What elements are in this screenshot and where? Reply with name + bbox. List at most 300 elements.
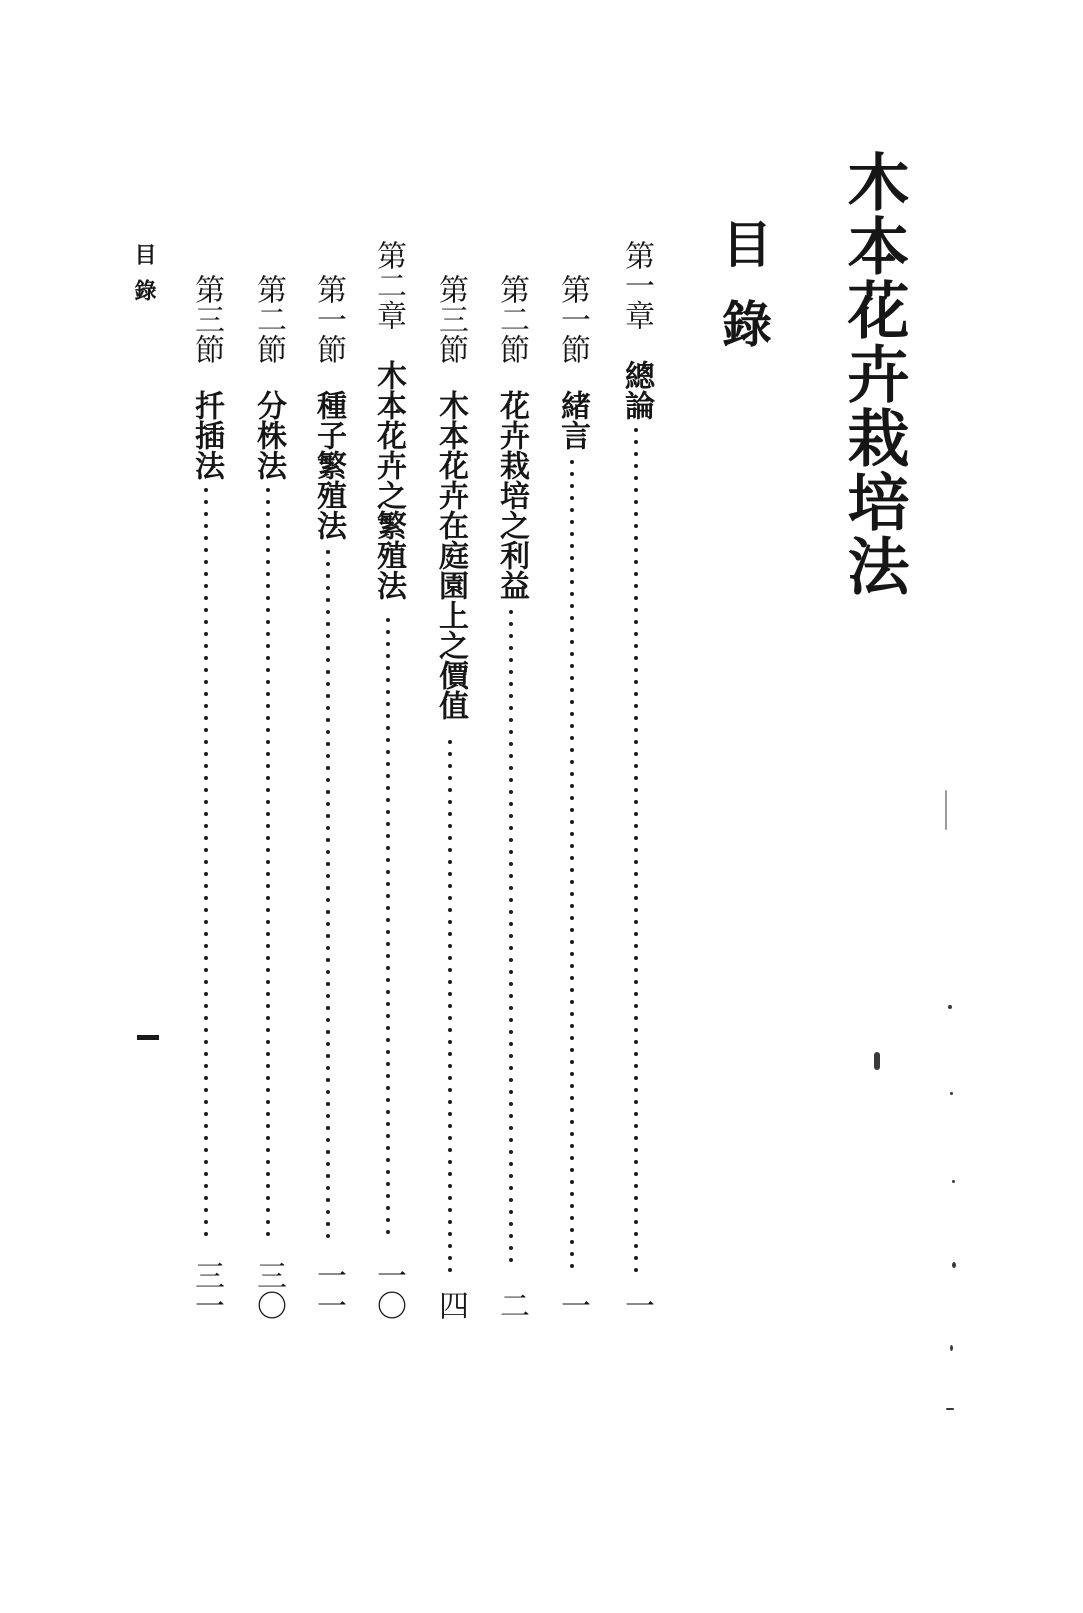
leader-dots (203, 488, 209, 1252)
leader-dot (634, 740, 638, 744)
leader-dot (570, 880, 574, 884)
folio-page-number (137, 1035, 159, 1040)
leader-dot (326, 1186, 330, 1190)
leader-dot (204, 1208, 208, 1212)
leader-dot (570, 652, 574, 656)
leader-dot (266, 692, 270, 696)
leader-dot (570, 568, 574, 572)
leader-dot (570, 616, 574, 620)
leader-dot (634, 1184, 638, 1188)
leader-dot (509, 670, 513, 674)
leader-dot (266, 560, 270, 564)
leader-dot (326, 958, 330, 962)
entry-label: 第一節 (311, 274, 346, 364)
leader-dot (509, 1258, 513, 1262)
leader-dot (386, 882, 390, 886)
leader-dot (204, 956, 208, 960)
leader-dot (570, 1108, 574, 1112)
leader-dot (634, 1256, 638, 1260)
leader-dot (326, 1234, 330, 1238)
leader-dot (326, 874, 330, 878)
leader-dot (386, 894, 390, 898)
leader-dot (386, 1062, 390, 1066)
leader-dot (386, 1122, 390, 1126)
leader-dot (266, 764, 270, 768)
leader-dot (634, 608, 638, 612)
leader-dot (634, 1076, 638, 1080)
leader-dot (386, 1194, 390, 1198)
leader-dot (204, 776, 208, 780)
leader-dot (266, 1160, 270, 1164)
leader-dot (326, 838, 330, 842)
leader-dot (204, 752, 208, 756)
leader-dot (634, 908, 638, 912)
leader-dot (204, 1040, 208, 1044)
leader-dot (634, 1052, 638, 1056)
leader-dot (634, 548, 638, 552)
leader-dot (266, 536, 270, 540)
leader-dot (634, 1028, 638, 1032)
leader-dot (204, 908, 208, 912)
leader-dot (570, 1084, 574, 1088)
toc-entry-section-2-1 (310, 240, 346, 1320)
leader-dot (509, 1030, 513, 1034)
leader-dot (204, 788, 208, 792)
leader-dot (326, 934, 330, 938)
leader-dot (634, 428, 638, 432)
leader-dot (634, 872, 638, 876)
leader-dot (570, 1048, 574, 1052)
leader-dot (266, 884, 270, 888)
leader-dot (570, 700, 574, 704)
leader-dot (448, 1112, 452, 1116)
leader-dot (386, 798, 390, 802)
leader-dot (204, 980, 208, 984)
leader-dot (448, 740, 452, 744)
leader-dot (570, 1240, 574, 1244)
leader-dots (569, 460, 575, 1280)
leader-dot (204, 848, 208, 852)
leader-dot (326, 994, 330, 998)
leader-dot (266, 1028, 270, 1032)
leader-dot (326, 778, 330, 782)
leader-dot (266, 1004, 270, 1008)
leader-dot (204, 656, 208, 660)
leader-dot (509, 934, 513, 938)
leader-dot (204, 920, 208, 924)
leader-dot (266, 800, 270, 804)
leader-dot (634, 1088, 638, 1092)
leader-dot (326, 550, 330, 554)
leader-dot (386, 750, 390, 754)
leader-dot (386, 786, 390, 790)
leader-dot (634, 644, 638, 648)
leader-dot (204, 680, 208, 684)
leader-dot (386, 774, 390, 778)
leader-dot (204, 704, 208, 708)
leader-dots (385, 618, 391, 1252)
leader-dot (266, 644, 270, 648)
leader-dot (634, 656, 638, 660)
leader-dot (266, 908, 270, 912)
leader-dot (204, 1016, 208, 1020)
leader-dot (386, 834, 390, 838)
leader-dot (634, 968, 638, 972)
leader-dot (634, 1196, 638, 1200)
leader-dot (386, 858, 390, 862)
leader-dot (448, 1172, 452, 1176)
leader-dot (634, 464, 638, 468)
leader-dot (266, 980, 270, 984)
leader-dot (204, 488, 208, 492)
leader-dot (509, 1162, 513, 1166)
leader-dot (448, 896, 452, 900)
leader-dot (570, 580, 574, 584)
leader-dot (448, 824, 452, 828)
leader-dot (509, 1222, 513, 1226)
leader-dot (570, 604, 574, 608)
leader-dot (570, 856, 574, 860)
leader-dot (570, 1252, 574, 1256)
leader-dot (570, 1156, 574, 1160)
leader-dot (509, 1090, 513, 1094)
leader-dot (386, 954, 390, 958)
leader-dot (509, 958, 513, 962)
leader-dot (634, 860, 638, 864)
toc-heading: 目錄 (714, 218, 773, 378)
leader-dot (326, 730, 330, 734)
leader-dot (634, 992, 638, 996)
leader-dot (570, 1192, 574, 1196)
leader-dot (386, 1002, 390, 1006)
leader-dot (448, 1232, 452, 1236)
leader-dot (634, 932, 638, 936)
leader-dot (266, 812, 270, 816)
leader-dot (326, 742, 330, 746)
leader-dot (509, 706, 513, 710)
leader-dot (509, 778, 513, 782)
leader-dot (509, 634, 513, 638)
leader-dot (266, 1088, 270, 1092)
entry-page-number: 三一 (189, 1260, 224, 1320)
leader-dot (204, 632, 208, 636)
leader-dot (204, 824, 208, 828)
leader-dot (386, 822, 390, 826)
leader-dot (634, 1064, 638, 1068)
leader-dot (448, 764, 452, 768)
leader-dot (570, 1144, 574, 1148)
leader-dot (509, 922, 513, 926)
leader-dot (326, 1126, 330, 1130)
leader-dot (448, 860, 452, 864)
leader-dot (634, 476, 638, 480)
leader-dot (509, 826, 513, 830)
leader-dot (204, 608, 208, 612)
leader-dot (570, 748, 574, 752)
leader-dot (509, 658, 513, 662)
leader-dot (634, 1136, 638, 1140)
leader-dot (386, 726, 390, 730)
leader-dot (266, 608, 270, 612)
leader-dot (204, 728, 208, 732)
leader-dot (204, 524, 208, 528)
leader-dot (204, 1196, 208, 1200)
leader-dot (204, 560, 208, 564)
leader-dot (326, 1006, 330, 1010)
leader-dot (326, 886, 330, 890)
toc-entry-chapter-1 (618, 240, 654, 1320)
leader-dot (326, 586, 330, 590)
leader-dot (570, 964, 574, 968)
leader-dot (509, 1174, 513, 1178)
leader-dot (570, 784, 574, 788)
leader-dot (634, 1220, 638, 1224)
leader-dot (204, 800, 208, 804)
leader-dot (509, 1210, 513, 1214)
leader-dot (204, 896, 208, 900)
leader-dot (634, 812, 638, 816)
leader-dot (386, 1026, 390, 1030)
leader-dot (326, 826, 330, 830)
leader-dot (448, 1124, 452, 1128)
entry-page-number: 一〇 (371, 1260, 406, 1320)
leader-dot (634, 620, 638, 624)
leader-dot (326, 1138, 330, 1142)
entry-page-number: 一 (619, 1290, 654, 1320)
leader-dot (326, 682, 330, 686)
leader-dot (570, 484, 574, 488)
leader-dot (448, 980, 452, 984)
leader-dot (509, 1234, 513, 1238)
leader-dot (509, 982, 513, 986)
leader-dot (509, 1114, 513, 1118)
leader-dot (326, 1102, 330, 1106)
leader-dot (204, 860, 208, 864)
leader-dot (266, 1064, 270, 1068)
leader-dot (509, 742, 513, 746)
leader-dot (509, 898, 513, 902)
leader-dot (204, 1220, 208, 1224)
leader-dot (386, 666, 390, 670)
leader-dot (386, 990, 390, 994)
leader-dot (266, 596, 270, 600)
leader-dot (266, 788, 270, 792)
leader-dot (634, 1244, 638, 1248)
leader-dot (634, 680, 638, 684)
leader-dot (570, 1012, 574, 1016)
leader-dot (570, 460, 574, 464)
leader-dot (448, 1136, 452, 1140)
leader-dot (326, 670, 330, 674)
leader-dot (386, 762, 390, 766)
leader-dot (386, 918, 390, 922)
entry-title: 緒言 (555, 390, 590, 450)
leader-dot (266, 584, 270, 588)
leader-dot (204, 1088, 208, 1092)
leader-dot (570, 1096, 574, 1100)
leader-dot (570, 1204, 574, 1208)
leader-dot (266, 548, 270, 552)
leader-dot (509, 910, 513, 914)
leader-dot (634, 596, 638, 600)
leader-dot (204, 1160, 208, 1164)
entry-page-number: 一一 (311, 1260, 346, 1320)
leader-dot (509, 754, 513, 758)
leader-dot (266, 620, 270, 624)
leader-dot (204, 884, 208, 888)
leader-dot (634, 560, 638, 564)
leader-dot (634, 884, 638, 888)
leader-dot (326, 910, 330, 914)
entry-title: 種子繁殖法 (311, 390, 346, 540)
leader-dot (266, 488, 270, 492)
leader-dot (326, 1054, 330, 1058)
leader-dot (386, 642, 390, 646)
leader-dot (570, 736, 574, 740)
leader-dot (634, 728, 638, 732)
leader-dot (509, 838, 513, 842)
leader-dot (448, 884, 452, 888)
leader-dot (634, 788, 638, 792)
leader-dot (634, 536, 638, 540)
leader-dot (448, 1064, 452, 1068)
leader-dot (266, 848, 270, 852)
leader-dot (326, 1114, 330, 1118)
leader-dot (266, 632, 270, 636)
leader-dot (634, 824, 638, 828)
entry-title: 扦插法 (189, 390, 224, 480)
toc-entry-section-2-2 (250, 240, 286, 1320)
leader-dot (570, 1228, 574, 1232)
leader-dot (386, 1182, 390, 1186)
leader-dot (634, 1016, 638, 1020)
leader-dot (570, 904, 574, 908)
leader-dot (204, 1112, 208, 1116)
leader-dot (204, 764, 208, 768)
leader-dot (266, 716, 270, 720)
entry-label: 第一節 (555, 274, 590, 364)
leader-dot (448, 1160, 452, 1164)
leader-dot (634, 920, 638, 924)
leader-dot (570, 676, 574, 680)
leader-dot (509, 790, 513, 794)
leader-dot (326, 598, 330, 602)
leader-dot (326, 970, 330, 974)
leader-dot (634, 440, 638, 444)
toc-entry-chapter-2 (370, 240, 406, 1320)
leader-dot (509, 1054, 513, 1058)
entry-title: 花卉栽培之利益 (494, 390, 529, 600)
leader-dot (266, 1040, 270, 1044)
leader-dot (634, 584, 638, 588)
leader-dot (386, 966, 390, 970)
leader-dot (386, 1218, 390, 1222)
leader-dot (204, 1136, 208, 1140)
leader-dot (570, 520, 574, 524)
running-head: 目錄 (131, 243, 157, 315)
leader-dot (570, 712, 574, 716)
leader-dot (570, 628, 574, 632)
leader-dot (509, 802, 513, 806)
leader-dot (634, 1004, 638, 1008)
leader-dot (570, 592, 574, 596)
leader-dot (204, 548, 208, 552)
leader-dot (204, 1184, 208, 1188)
leader-dot (509, 946, 513, 950)
leader-dot (509, 610, 513, 614)
leader-dot (326, 1030, 330, 1034)
leader-dot (386, 678, 390, 682)
leader-dot (570, 772, 574, 776)
leader-dot (204, 812, 208, 816)
leader-dot (266, 1208, 270, 1212)
leader-dot (266, 752, 270, 756)
leader-dot (204, 584, 208, 588)
leader-dot (448, 1100, 452, 1104)
leader-dot (266, 740, 270, 744)
leader-dot (266, 824, 270, 828)
leader-dot (266, 1148, 270, 1152)
leader-dot (448, 1088, 452, 1092)
leader-dot (634, 896, 638, 900)
leader-dot (386, 906, 390, 910)
leader-dot (266, 968, 270, 972)
leader-dot (386, 1206, 390, 1210)
leader-dot (570, 496, 574, 500)
leader-dot (266, 500, 270, 504)
leader-dot (204, 1172, 208, 1176)
leader-dot (266, 1136, 270, 1140)
leader-dot (448, 1268, 452, 1272)
leader-dot (634, 1232, 638, 1236)
leader-dot (634, 704, 638, 708)
leader-dot (509, 874, 513, 878)
leader-dot (570, 1036, 574, 1040)
leader-dot (204, 644, 208, 648)
leader-dot (266, 932, 270, 936)
leader-dot (266, 1124, 270, 1128)
leader-dot (266, 920, 270, 924)
leader-dot (509, 862, 513, 866)
leader-dot (570, 688, 574, 692)
leader-dot (266, 1232, 270, 1236)
leader-dot (386, 618, 390, 622)
leader-dot (448, 1256, 452, 1260)
leader-dot (570, 928, 574, 932)
leader-dot (634, 752, 638, 756)
leader-dot (509, 1126, 513, 1130)
leader-dot (326, 706, 330, 710)
leader-dot (266, 1016, 270, 1020)
leader-dot (448, 788, 452, 792)
leader-dot (326, 802, 330, 806)
leader-dot (386, 846, 390, 850)
leader-dot (266, 1112, 270, 1116)
leader-dot (266, 776, 270, 780)
leader-dot (448, 1244, 452, 1248)
leader-dot (204, 836, 208, 840)
leader-dot (266, 992, 270, 996)
leader-dot (634, 692, 638, 696)
leader-dots (265, 488, 271, 1252)
leader-dot (634, 1124, 638, 1128)
leader-dot (326, 850, 330, 854)
leader-dot (509, 694, 513, 698)
leader-dot (634, 1208, 638, 1212)
leader-dot (266, 872, 270, 876)
leader-dot (386, 1086, 390, 1090)
leader-dot (570, 508, 574, 512)
